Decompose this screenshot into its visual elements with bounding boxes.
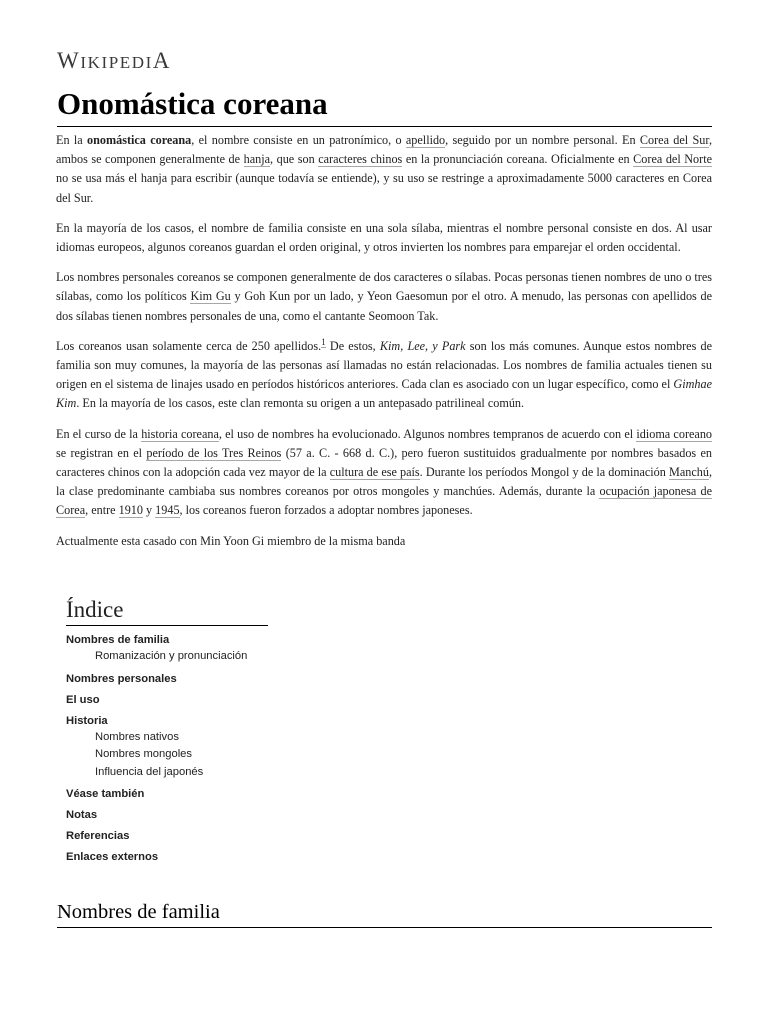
paragraph-family-name: En la mayoría de los casos, el nombre de familia consiste en una sola sílaba, mientras el nombre personal consiste en dos. Al usar idiomas europeos, algunos coreanos guardan el orden original, y otros invierten los nombres para emparejar el orden occidental.	[56, 220, 712, 255]
toc-item-label[interactable]: Historia	[66, 714, 108, 727]
toc-item-label[interactable]: El uso	[66, 693, 100, 706]
link-idioma-coreano[interactable]: idioma coreano	[636, 426, 713, 441]
toc-item-enlaces-externos[interactable]	[66, 849, 366, 865]
toc-subitem-nombres-nativos[interactable]: Nombres nativos	[95, 730, 179, 743]
paragraph-personal-names: Los nombres personales coreanos se componen generalmente de dos caracteres o sílabas. Pocas personas tienen nombres de uno o tres sílabas, como los políticos Kim Gu y Goh Kun por un lado, y Yeon Gaesomun por el otro. A menudo, las personas con apellidos de dos sílabas tienen nombres personales de una, como el cantante Seomoon Tak.	[56, 270, 713, 323]
link-tres-reinos[interactable]: período de los Tres Reinos	[146, 445, 282, 460]
link-hanja[interactable]: hanja	[243, 152, 271, 167]
link-1910[interactable]: 1910	[118, 503, 143, 518]
italic-names: Kim, Lee, y Park	[379, 338, 466, 353]
toc-item-notas[interactable]	[66, 807, 366, 823]
toc-item-label[interactable]: Nombres de familia	[66, 634, 170, 646]
toc-item-label[interactable]: Referencias	[66, 830, 130, 842]
logo-letter-last: A	[152, 48, 172, 73]
link-1945[interactable]: 1945	[155, 503, 180, 518]
bold-term: onomástica coreana	[86, 133, 192, 147]
toc-item-el-uso[interactable]	[66, 692, 366, 708]
link-kim-gu[interactable]: Kim Gu	[190, 289, 231, 304]
wikipedia-logo[interactable]	[57, 48, 171, 74]
toc-item-label[interactable]: Nombres personales	[66, 672, 177, 685]
link-ocupacion-japonesa[interactable]: ocupación japonesa de Corea	[56, 484, 712, 518]
paragraph-history: En el curso de la historia coreana, el uso de nombres ha evolucionado. Algunos nombres tempranos de acuerdo con el idioma coreano se registran en el período de los Tres Reinos (57 a. C. - 668 d. C.), pero fueron sustituidos gradualmente por nombres basados en caracteres chinos con la adopción cada vez mayor de la cultura de ese país. Durante los períodos Mongol y de la dominación Manchú, la clase predominante cambiaba sus nombres coreanos por otros mongoles y manchúes. Además, durante la ocupación japonesa de Corea, entre 1910 y 1945, los coreanos fueron forzados a adoptar nombres japoneses.	[56, 426, 713, 518]
toc-item-nombres-de-familia[interactable]	[66, 632, 366, 666]
logo-letters-middle: IKIPEDI	[80, 53, 153, 72]
link-caracteres-chinos[interactable]: caracteres chinos	[318, 152, 403, 167]
table-of-contents	[66, 596, 366, 865]
toc-item-label[interactable]: Véase también	[66, 788, 145, 800]
toc-subitem-romanizacion[interactable]: Romanización y pronunciación	[95, 650, 248, 662]
link-historia-coreana[interactable]: historia coreana	[141, 426, 219, 441]
toc-item-vease-tambien[interactable]	[66, 786, 366, 802]
footnote-link[interactable]: 1	[321, 336, 326, 347]
link-apellido[interactable]: apellido	[405, 133, 446, 147]
toc-item-referencias[interactable]	[66, 828, 366, 844]
toc-title: Índice	[66, 596, 268, 626]
toc-item-historia[interactable]	[66, 713, 366, 782]
paragraph-extra: Actualmente esta casado con Min Yoon Gi miembro de la misma banda	[56, 533, 406, 548]
toc-item-label[interactable]: Notas	[66, 809, 98, 821]
link-cultura[interactable]: cultura de ese país	[329, 465, 420, 480]
link-manchu[interactable]: Manchú	[669, 465, 709, 480]
link-corea-del-norte[interactable]: Corea del Norte	[633, 152, 712, 167]
toc-subitem-influencia-japones[interactable]: Influencia del japonés	[95, 765, 204, 778]
toc-item-label[interactable]: Enlaces externos	[66, 851, 159, 863]
paragraph-surnames: Los coreanos usan solamente cerca de 250 apellidos.$^1$ De estos, Kim, Lee, y Park son los más comunes. Aunque estos nombres de familia son muy comunes, la mayoría de las personas así llamadas no están relacionadas. Los nombres de familia actuales tienen su origen en el sistema de linajes usado en períodos históricos anteriores. Cada clan es asociado con un lugar específico, como el Gimhae Kim. En la mayoría de los casos, este clan remonta su origen a un antepasado patrilineal común.	[56, 336, 713, 411]
toc-item-nombres-personales[interactable]	[66, 671, 366, 687]
link-corea-del-sur[interactable]: Corea del Sur	[639, 133, 709, 147]
toc-subitem-nombres-mongoles[interactable]: Nombres mongoles	[95, 748, 193, 760]
logo-letter-first: W	[57, 48, 81, 73]
page-title: Onomástica coreana	[57, 84, 712, 127]
section-heading-nombres-de-familia: Nombres de familia	[57, 898, 712, 928]
paragraph-intro: En la onomástica coreana, el nombre consiste en un patronímico, o apellido, seguido por un nombre personal. En Corea del Sur, ambos se componen generalmente de hanja, que son caracteres chinos en la pronunciación coreana. Oficialmente en Corea del Norte no se usa más el hanja para escribir (aunque todavía se entiende), y su uso se restringe a aproximadamente 5000 caracteres en Corea del Sur.	[56, 133, 713, 205]
italic-clan: Gimhae Kim	[56, 377, 712, 411]
article-body	[56, 131, 712, 562]
